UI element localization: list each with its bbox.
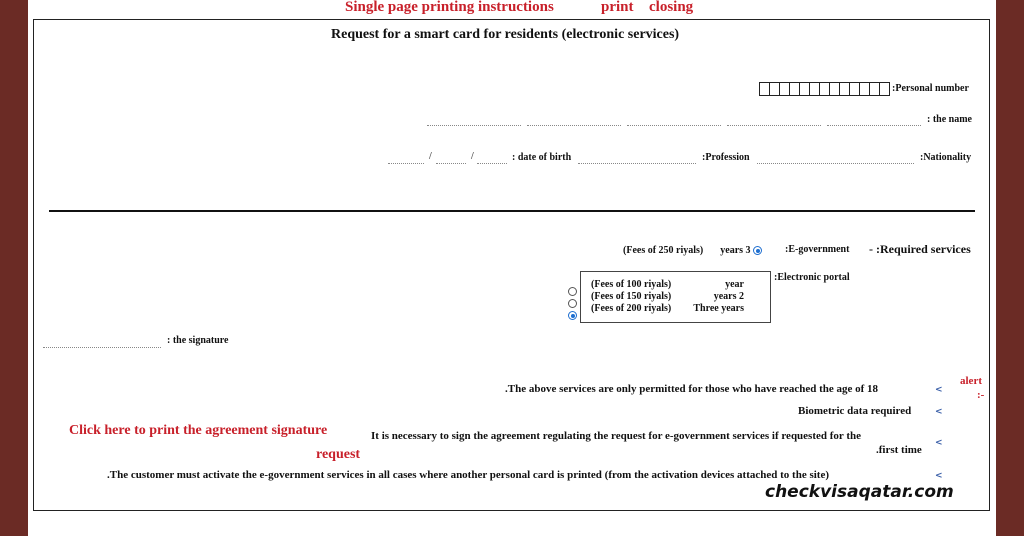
profession-label: :Profession — [702, 152, 750, 163]
nationality-field[interactable] — [757, 163, 914, 164]
egov-fee: (Fees of 250 riyals) — [623, 245, 704, 256]
bullet-icon: < — [935, 471, 943, 481]
name-field-part-3[interactable] — [627, 125, 721, 126]
dob-day-field[interactable] — [388, 163, 424, 164]
alert-item-2: Biometric data required — [798, 405, 912, 417]
portal-label: :Electronic portal — [774, 272, 850, 283]
required-services-label: - :Required services — [869, 242, 971, 256]
signature-field[interactable] — [43, 347, 161, 348]
dob-year-field[interactable] — [477, 163, 507, 164]
alert-item-1: .The above services are only permitted for those who have reached the age of 18 — [505, 383, 879, 395]
alert-colon: :- — [977, 389, 985, 401]
personal-number-label: :Personal number — [892, 83, 969, 94]
egov-radio[interactable] — [753, 246, 762, 255]
top-action-bar — [28, 0, 996, 18]
portal-option-2[interactable]: (Fees of 150 riyals) years 2 — [581, 291, 772, 303]
alert-item-3-cont: .first time — [876, 444, 922, 456]
print-link[interactable]: print — [601, 0, 634, 15]
personal-number-input[interactable] — [759, 82, 889, 96]
bullet-icon: < — [935, 385, 943, 395]
name-field-part-5[interactable] — [827, 125, 921, 126]
portal-radio-3[interactable] — [568, 311, 577, 320]
closing-link[interactable]: closing — [649, 0, 694, 15]
nationality-label: :Nationality — [920, 152, 972, 163]
alert-item-4: .The customer must activate the e-government services in all cases where another personal card is printed (from the activation devices attached to the site) — [107, 469, 829, 481]
portal-radio-1[interactable] — [568, 287, 577, 296]
watermark-text: checkvisaqatar.com — [765, 482, 954, 502]
profession-field[interactable] — [578, 163, 696, 164]
dob-month-field[interactable] — [436, 163, 466, 164]
date-of-birth-label: : date of birth — [512, 152, 572, 163]
name-label: : the name — [927, 114, 972, 125]
section-divider — [49, 210, 975, 212]
portal-option-3[interactable]: (Fees of 200 riyals) Three years — [581, 303, 772, 315]
bullet-icon: < — [935, 407, 943, 417]
alert-item-3: It is necessary to sign the agreement regulating the request for e-government services if requested for the — [371, 430, 862, 442]
name-field-part-4[interactable] — [727, 125, 821, 126]
form-page — [28, 0, 996, 536]
egov-option-label: years 3 — [720, 245, 751, 256]
signature-label: : the signature — [167, 335, 229, 346]
print-agreement-link-cont[interactable]: request — [316, 447, 361, 462]
portal-radio-2[interactable] — [568, 299, 577, 308]
form-frame: Request for a smart card for residents (electronic services) :Personal number : the name / / : date of birth :Profession :Nationality - :Required services :E-government (Fees of 250 riyals) years 3 :Electronic portal (Fees of 100 riyals) year (Fees of 150 riyals) years 2 (Fees of 200 riyals) Three years : the signature alert :- .The above services are only permitted for those who have reached the age of 18 < Biometric data required < Click here to print the agreement signature request It is necessary to sign the agreement regulating the request for e-government services if requested for the .first time < .The customer must activate the e-government services in all cases where another personal card is printed (from the activation devices attached to the site) < checkvisaqatar.com — [33, 19, 990, 511]
print-instructions-link[interactable]: Single page printing instructions — [345, 0, 554, 15]
alert-label: alert — [960, 375, 982, 387]
portal-options-box — [580, 271, 771, 323]
form-title: Request for a smart card for residents (electronic services) — [331, 27, 680, 42]
egov-label: :E-government — [785, 244, 850, 255]
egov-option[interactable] — [623, 245, 762, 256]
name-field-part-1[interactable] — [427, 125, 521, 126]
portal-option-1[interactable]: (Fees of 100 riyals) year — [581, 279, 772, 291]
print-agreement-link[interactable]: Click here to print the agreement signature — [69, 423, 328, 438]
name-field-part-2[interactable] — [527, 125, 621, 126]
bullet-icon: < — [935, 438, 943, 448]
